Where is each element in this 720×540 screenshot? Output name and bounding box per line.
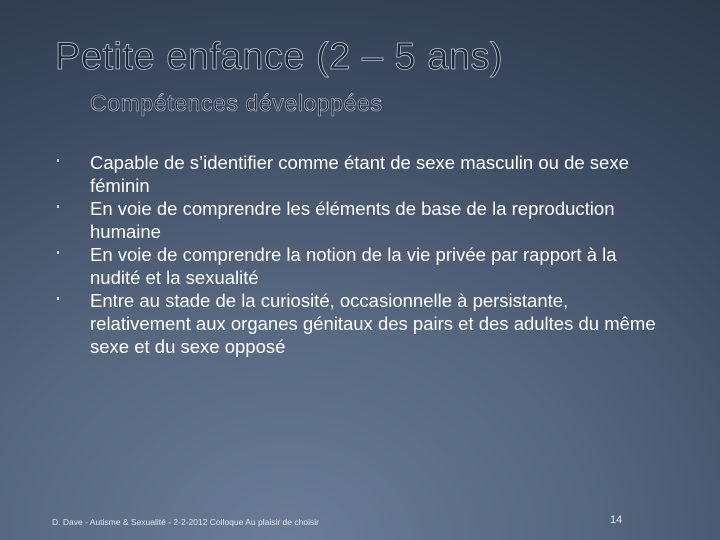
bullet-item (57, 243, 657, 289)
bullet-dot-icon (57, 159, 59, 162)
bullet-item (57, 289, 657, 358)
bullet-dot-icon (57, 251, 59, 254)
bullet-text: Capable de s’identifier comme étant de sexe masculin ou de sexe féminin (90, 152, 629, 196)
bullet-item (57, 197, 657, 243)
bullet-text: En voie de comprendre les éléments de base de la reproduction humaine (90, 198, 615, 242)
bullet-dot-icon (57, 205, 59, 208)
page-number: 14 (610, 514, 623, 526)
bullet-list (57, 151, 657, 358)
slide-title: Petite enfance (2 – 5 ans) (55, 36, 504, 78)
bullet-item (57, 151, 657, 197)
slide-subtitle: Compétences développées (90, 90, 383, 116)
bullet-dot-icon (57, 297, 59, 300)
bullet-text: En voie de comprendre la notion de la vie privée par rapport à la nudité et la sexualité (90, 244, 617, 288)
bullet-text: Entre au stade de la curiosité, occasionnelle à persistante, relativement aux organes génitaux des pairs et des adultes du même sexe et du sexe opposé (90, 290, 656, 357)
footer-text: D. Dave - Autisme & Sexualité - 2-2-2012 Colloque Au plaisir de choisir (52, 517, 319, 527)
